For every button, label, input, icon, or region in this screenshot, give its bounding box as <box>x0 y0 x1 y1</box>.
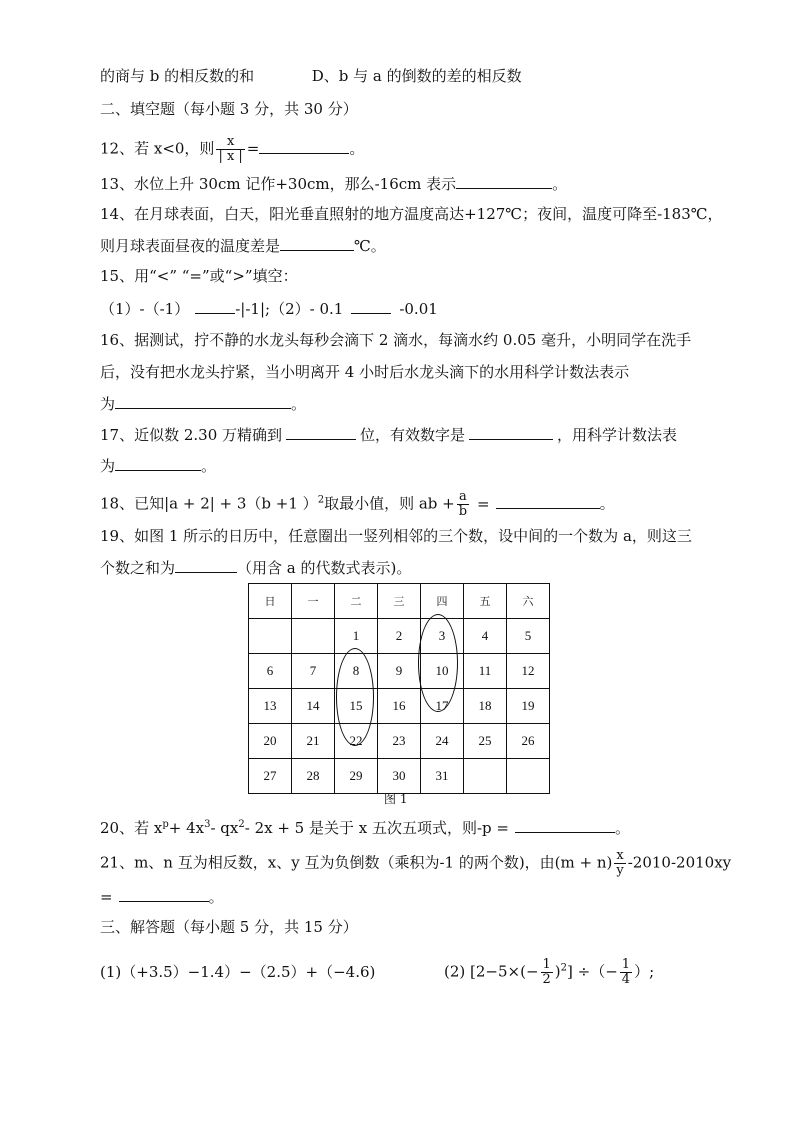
answer-blank[interactable] <box>195 298 235 314</box>
calendar-cell: 8 <box>335 654 378 689</box>
answer-blank[interactable] <box>280 235 354 251</box>
option-d: D、b 与 a 的倒数的差的相反数 <box>311 67 522 85</box>
answer-blank[interactable] <box>286 424 356 440</box>
circled-column-thursday <box>418 614 458 712</box>
question-14-line1: 14、在月球表面，白天，阳光垂直照射的地方温度高达+127℃；夜间，温度可降至-183℃， <box>100 205 723 223</box>
weekday-thu: 四 <box>421 584 464 619</box>
calendar-week-row <box>249 724 550 759</box>
calendar-cell <box>249 619 292 654</box>
calendar-table <box>248 583 550 794</box>
calendar-cell: 12 <box>507 654 550 689</box>
weekday-fri: 五 <box>464 584 507 619</box>
calendar-week-row <box>249 654 550 689</box>
calendar-cell <box>292 619 335 654</box>
calendar-cell <box>507 759 550 794</box>
calendar-cell: 29 <box>335 759 378 794</box>
weekday-mon: 一 <box>292 584 335 619</box>
calendar-cell: 21 <box>292 724 335 759</box>
calendar-cell: 18 <box>464 689 507 724</box>
question-20: 20、若 $x^p+ 4x^3-$ $qx^2-$ 2x + 5 是关于 x 五次五项式，则-p = 。 <box>100 819 631 837</box>
calendar-cell: 24 <box>421 724 464 759</box>
calendar-cell: 4 <box>464 619 507 654</box>
figure-caption: 图 1 <box>384 792 408 806</box>
calendar-cell: 13 <box>249 689 292 724</box>
calendar-cell: 10 <box>421 654 464 689</box>
section-2-heading: 二、填空题（每小题 3 分，共 30 分） <box>100 100 358 118</box>
calendar-cell: 6 <box>249 654 292 689</box>
calendar-cell: 22 <box>335 724 378 759</box>
answer-blank[interactable] <box>496 493 600 509</box>
calendar-cell: 14 <box>292 689 335 724</box>
answer-blank[interactable] <box>175 557 237 573</box>
calendar-cell: 19 <box>507 689 550 724</box>
fraction-one-quarter: $\frac{1}{4}$ <box>621 957 631 987</box>
calendar-cell: 17 <box>421 689 464 724</box>
fraction-a-over-b: $\frac{a}{b}$ <box>458 489 468 519</box>
calendar-header-row <box>249 584 550 619</box>
calendar-cell: 28 <box>292 759 335 794</box>
circled-column-tuesday <box>336 648 374 746</box>
calendar-cell: 30 <box>378 759 421 794</box>
question-17-line2: 为 。 <box>100 457 217 475</box>
answer-blank[interactable] <box>469 424 553 440</box>
question-15-line2: （1）-（-1） -|-1|;（2）- 0.1 -0.01 <box>100 300 438 318</box>
calendar-cell: 16 <box>378 689 421 724</box>
answer-blank[interactable] <box>515 817 615 833</box>
question-17-line1: 17、近似数 2.30 万精确到 位，有效数字是 ，用科学计数法表 <box>100 426 678 444</box>
question-21-line2: = 。 <box>100 888 224 906</box>
question-19-line2: 个数之和为 （用含 a 的代数式表示)。 <box>100 559 412 577</box>
calendar-cell: 15 <box>335 689 378 724</box>
calculation-1: (1)（+3.5）−1.4）−（2.5）+（−4.6) <box>100 963 376 981</box>
question-16-line2: 后，没有把水龙头拧紧，当小明离开 4 小时后水龙头滴下的水用科学计数法表示 <box>100 363 630 381</box>
calendar-cell: 20 <box>249 724 292 759</box>
weekday-tue: 二 <box>335 584 378 619</box>
calendar-cell: 9 <box>378 654 421 689</box>
answer-blank[interactable] <box>456 173 552 189</box>
fraction-x-over-abs-x: $\frac{x}{| x |}$ <box>218 134 243 164</box>
calendar-cell: 27 <box>249 759 292 794</box>
question-18: 18、已知|a + 2| + 3（b +1 ）$^2$取最小值，则 ab + $\frac{a}{b}$ = 。 <box>100 489 615 519</box>
line-previous-option <box>100 66 522 86</box>
question-16-line1: 16、据测试，拧不静的水龙头每秒会滴下 2 滴水，每滴水约 0.05 毫升，小明同学在洗手 <box>100 331 692 349</box>
calendar-cell: 26 <box>507 724 550 759</box>
option-c-tail: 的商与 b 的相反数的和 <box>100 67 255 85</box>
section-3-heading: 三、解答题（每小题 5 分，共 15 分） <box>100 918 358 936</box>
calculation-2: (2) [2−5×(− $\frac{1}{2}$ )$^2$] ÷（− $\frac{1}{4}$ ）; <box>444 957 655 987</box>
answer-blank[interactable] <box>115 393 291 409</box>
calendar-cell: 11 <box>464 654 507 689</box>
weekday-sun: 日 <box>249 584 292 619</box>
calendar-cell <box>464 759 507 794</box>
calendar-week-row <box>249 689 550 724</box>
calendar-week-row <box>249 619 550 654</box>
question-21-line1: 21、m、n 互为相反数，x、y 互为负倒数（乘积为-1 的两个数)，由(m + n) $\frac{x}{y}$ -2010-2010xy <box>100 848 732 878</box>
calendar-cell: 31 <box>421 759 464 794</box>
calendar-cell: 23 <box>378 724 421 759</box>
answer-blank[interactable] <box>115 455 201 471</box>
calendar-cell: 2 <box>378 619 421 654</box>
weekday-wed: 三 <box>378 584 421 619</box>
weekday-sat: 六 <box>507 584 550 619</box>
calendar-cell: 3 <box>421 619 464 654</box>
answer-blank[interactable] <box>259 138 349 154</box>
question-12: 12、若 x<0，则 $\frac{x}{| x |}$ = 。 <box>100 134 365 164</box>
calendar-cell: 5 <box>507 619 550 654</box>
calendar-week-row <box>249 759 550 794</box>
answer-blank[interactable] <box>351 298 391 314</box>
question-19-line1: 19、如图 1 所示的日历中，任意圈出一竖列相邻的三个数，设中间的一个数为 a，则这三 <box>100 527 692 545</box>
question-16-line3: 为 。 <box>100 395 307 413</box>
question-13: 13、水位上升 30cm 记作+30cm，那么-16cm 表示 。 <box>100 175 568 193</box>
fraction-one-half: $\frac{1}{2}$ <box>542 957 551 987</box>
fraction-x-over-y: $\frac{x}{y}$ <box>616 848 624 878</box>
calendar-cell: 7 <box>292 654 335 689</box>
question-14-line2: 则月球表面昼夜的温度差是 ℃。 <box>100 237 386 255</box>
calendar-cell: 1 <box>335 619 378 654</box>
answer-blank[interactable] <box>119 886 209 902</box>
question-15-line1: 15、用“<” “=”或“>”填空： <box>100 267 298 285</box>
calendar-cell: 25 <box>464 724 507 759</box>
